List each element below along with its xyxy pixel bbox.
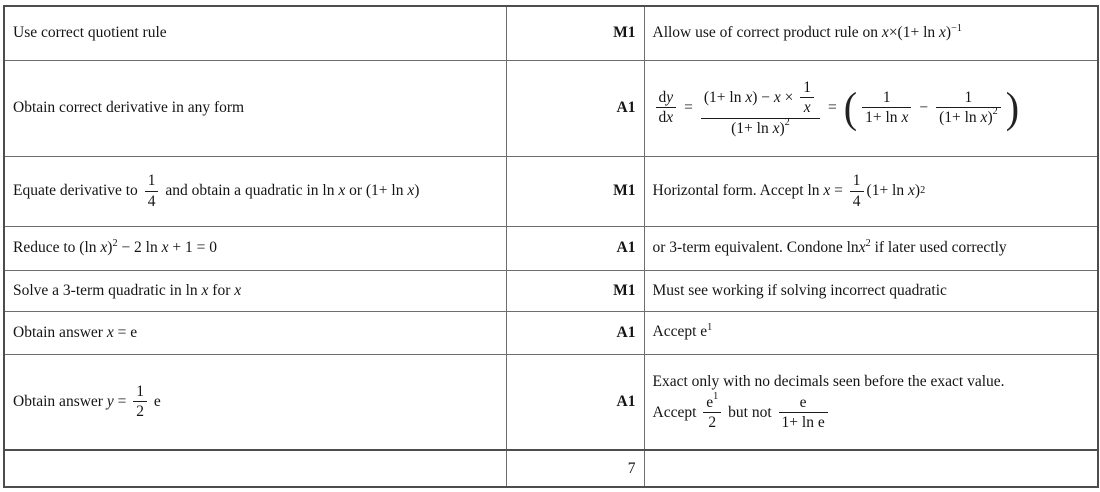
mark-label: A1 (616, 392, 636, 410)
answer-text: ) (107, 239, 113, 257)
table-row (4, 60, 1098, 156)
mark-cell (506, 354, 644, 450)
guidance-text: but not (724, 403, 776, 421)
math-var: x (338, 182, 346, 199)
math-text: d (658, 89, 667, 107)
math-text: ) (987, 109, 993, 127)
answer-text: − 2 ln (117, 239, 162, 257)
fraction-e-over-2 (703, 391, 721, 432)
answer-text: e (149, 392, 161, 410)
answer-cell (4, 60, 506, 156)
derivative-equation (653, 79, 1022, 137)
minus-sign: − (919, 98, 929, 116)
guidance-cell (644, 311, 1098, 354)
math-superscript: 2 (112, 237, 118, 249)
total-row (4, 450, 1098, 487)
guidance-cell (644, 6, 1098, 60)
math-var: x (772, 119, 780, 137)
table-row (4, 6, 1098, 60)
mark-cell (506, 156, 644, 226)
equals-sign: = (828, 98, 837, 116)
math-var: x (745, 89, 753, 107)
answer-cell (4, 311, 506, 354)
answer-text: Obtain correct derivative in any form (13, 99, 245, 116)
answer-text: Reduce to (ln (13, 239, 101, 257)
math-text: × (780, 89, 798, 107)
answer-math (13, 383, 161, 421)
fraction-e-over-one-plus-ln-e (779, 394, 828, 432)
guidance-text: Accept e (652, 323, 708, 341)
mark-cell (506, 311, 644, 354)
math-var: x (773, 89, 781, 107)
guidance-cell (644, 226, 1098, 270)
table-row (4, 226, 1098, 270)
fraction-quotient (701, 79, 820, 137)
fraction-one-over-term-squared (936, 89, 1001, 127)
math-var: x (666, 109, 674, 127)
answer-text: and obtain a quadratic in ln (161, 182, 339, 199)
answer-cell (4, 270, 506, 311)
math-superscript: 2 (992, 106, 998, 118)
mark-scheme-sheet (3, 5, 1099, 488)
math-text: (1+ ln (731, 119, 773, 137)
right-paren: ) (1005, 83, 1020, 132)
equals-sign: = (684, 98, 693, 116)
guidance-stack (653, 372, 1090, 432)
math-var: x (201, 281, 209, 299)
math-text: e (706, 394, 714, 412)
math-text: 4 (852, 192, 861, 210)
answer-text: ) (414, 182, 420, 199)
math-var: x (106, 323, 114, 341)
math-text: 1 (850, 172, 864, 191)
answer-text: Obtain answer (13, 392, 107, 410)
answer-text: or (1+ ln (345, 182, 408, 199)
fraction-one-quarter (145, 172, 159, 210)
guidance-math (652, 391, 831, 432)
mark-label: M1 (613, 182, 636, 199)
answer-text: for (208, 281, 235, 299)
math-text: ) (779, 119, 785, 137)
math-text: 1+ ln (865, 109, 902, 127)
math-text: 1+ ln e (781, 414, 825, 432)
guidance-text: Exact only with no decimals seen before the exact value. (652, 372, 1005, 390)
guidance-text: Must see working if solving incorrect quadratic (652, 281, 947, 299)
math-var: x (100, 239, 108, 257)
mark-label: A1 (616, 99, 636, 116)
guidance-cell (644, 60, 1098, 156)
math-text: (1+ ln (939, 109, 981, 127)
math-text: ) − (752, 89, 774, 107)
math-text: 1 (133, 383, 147, 402)
table-row (4, 354, 1098, 450)
math-text: ) (945, 24, 952, 42)
guidance-text: Horizontal form. Accept ln (652, 182, 824, 199)
guidance-cell-empty (644, 450, 1098, 487)
math-text: 1 (862, 89, 911, 108)
mark-label: M1 (613, 281, 636, 299)
math-text: 4 (147, 192, 156, 210)
guidance-cell (644, 354, 1098, 450)
answer-text: Solve a 3-term quadratic in ln (13, 281, 202, 299)
math-var: x (858, 239, 866, 257)
answer-cell-empty (4, 450, 506, 487)
mark-label: A1 (616, 323, 636, 341)
mark-label: A1 (616, 239, 636, 256)
math-var: x (823, 182, 831, 199)
guidance-text: or 3-term equivalent. Condone ln (652, 239, 859, 257)
answer-text: Equate derivative to (13, 182, 142, 199)
math-text: e (779, 394, 828, 413)
fraction-one-half (133, 383, 147, 421)
answer-text: Obtain answer (13, 323, 107, 341)
answer-text: = e (113, 323, 138, 341)
math-text: 1 (145, 172, 159, 191)
table-row (4, 311, 1098, 354)
math-var: x (908, 182, 915, 199)
math-superscript: −1 (951, 23, 962, 35)
answer-math (13, 172, 419, 210)
total-marks-value: 7 (627, 459, 636, 477)
answer-text: = (113, 392, 131, 410)
math-text: ×(1+ ln (888, 24, 940, 42)
fraction-one-over-x (800, 79, 814, 117)
fraction-one-over-term (862, 89, 911, 127)
math-superscript: 2 (920, 184, 926, 196)
math-superscript: 1 (707, 322, 713, 334)
math-var: x (881, 24, 889, 42)
table-row (4, 270, 1098, 311)
math-text: 1 (800, 79, 814, 98)
math-text: 1 (936, 89, 1001, 108)
math-superscript: 1 (713, 391, 719, 403)
answer-text: + 1 = 0 (168, 239, 217, 257)
math-var: x (234, 281, 242, 299)
math-text: (1+ ln (703, 89, 746, 107)
guidance-text: = (830, 182, 847, 199)
math-text: ) (914, 182, 921, 199)
mark-label: M1 (613, 24, 636, 42)
mark-cell (506, 270, 644, 311)
guidance-text: if later used correctly (870, 239, 1007, 257)
answer-cell (4, 6, 506, 60)
answer-text: Use correct quotient rule (13, 24, 167, 42)
fraction-one-quarter (850, 172, 864, 210)
math-superscript: 2 (784, 116, 790, 128)
math-var: x (939, 24, 946, 42)
math-var: y (106, 392, 114, 410)
math-text: 2 (708, 414, 717, 432)
math-var: x (901, 109, 909, 127)
guidance-cell (644, 270, 1098, 311)
mark-cell (506, 226, 644, 270)
mark-cell (506, 60, 644, 156)
math-text: (1+ ln (866, 182, 908, 199)
answer-cell (4, 354, 506, 450)
answer-cell (4, 226, 506, 270)
math-text: d (658, 109, 667, 127)
guidance-text: Allow use of correct product rule on (652, 24, 882, 42)
mark-cell (506, 6, 644, 60)
answer-cell (4, 156, 506, 226)
math-var: x (407, 182, 415, 199)
table-row (4, 156, 1098, 226)
guidance-cell (644, 156, 1098, 226)
math-superscript: 2 (865, 237, 871, 249)
total-marks-cell (506, 450, 644, 487)
fraction-dy-dx (656, 89, 677, 127)
math-var: x (161, 239, 169, 257)
math-var: x (980, 109, 988, 127)
guidance-text: Accept (652, 403, 701, 421)
guidance-math (653, 172, 926, 210)
mark-scheme-table (3, 5, 1099, 488)
math-var: x (803, 99, 811, 117)
math-var: y (666, 89, 674, 107)
left-paren: ( (843, 83, 858, 132)
math-text: 2 (136, 403, 144, 421)
